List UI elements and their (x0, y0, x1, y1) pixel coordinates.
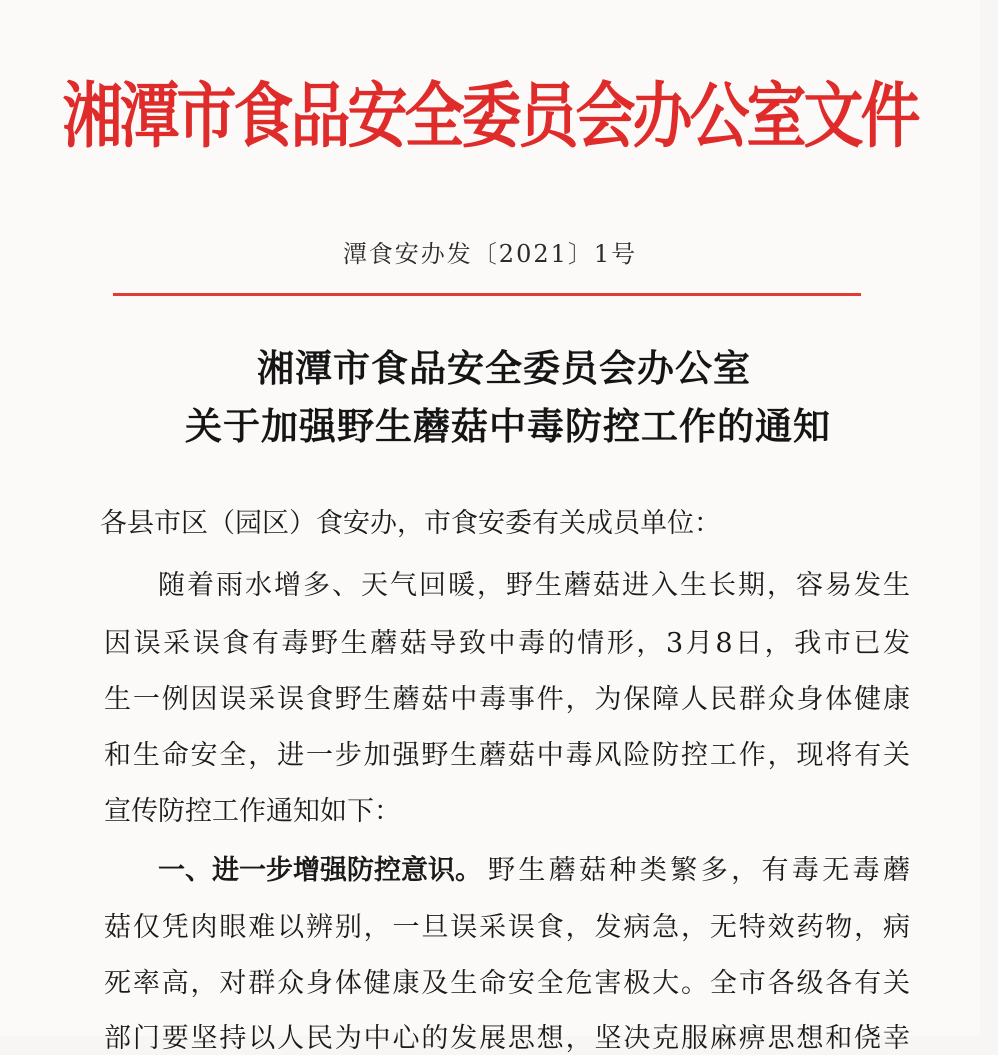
red-divider-line (113, 293, 861, 296)
paragraph-1-line-5: 宣传防控工作通知如下： (104, 796, 401, 827)
paragraph-1-line-3: 生一例因误采误食野生蘑菇中毒事件，为保障人民群众身体健康 (104, 684, 910, 715)
section-1-heading: 一、进一步增强防控意识。 (158, 855, 482, 886)
paragraph-2-line-3: 死率高，对群众身体健康及生命安全危害极大。全市各级各有关 (104, 968, 910, 999)
paragraph-2-line-2: 菇仅凭肉眼难以辨别，一旦误采误食，发病急，无特效药物，病 (104, 912, 910, 943)
paragraph-1-line-4: 和生命安全，进一步加强野生蘑菇中毒风险防控工作，现将有关 (104, 740, 910, 771)
paragraph-2-line-4: 部门要坚持以人民为中心的发展思想，坚决克服麻痹思想和侥幸 (104, 1023, 910, 1054)
title-line-1: 湘潭市食品安全委员会办公室 (257, 346, 751, 390)
paragraph-1-line-2: 因误采误食有毒野生蘑菇导致中毒的情形，3月8日，我市已发 (104, 628, 910, 659)
salutation: 各县市区（园区）食安办，市食安委有关成员单位： (100, 508, 721, 539)
paragraph-1-line-1: 随着雨水增多、天气回暖，野生蘑菇进入生长期，容易发生 (158, 570, 910, 601)
paragraph-2-line-1-text: 野生蘑菇种类繁多，有毒无毒蘑 (488, 855, 910, 886)
paragraph-2-line-1 (158, 848, 910, 887)
title-line-2: 关于加强野生蘑菇中毒防控工作的通知 (185, 404, 831, 448)
issuer-header: 湘潭市食品安全委员会办公室文件 (62, 75, 918, 159)
document-number: 潭食安办发〔2021〕1号 (342, 240, 638, 268)
